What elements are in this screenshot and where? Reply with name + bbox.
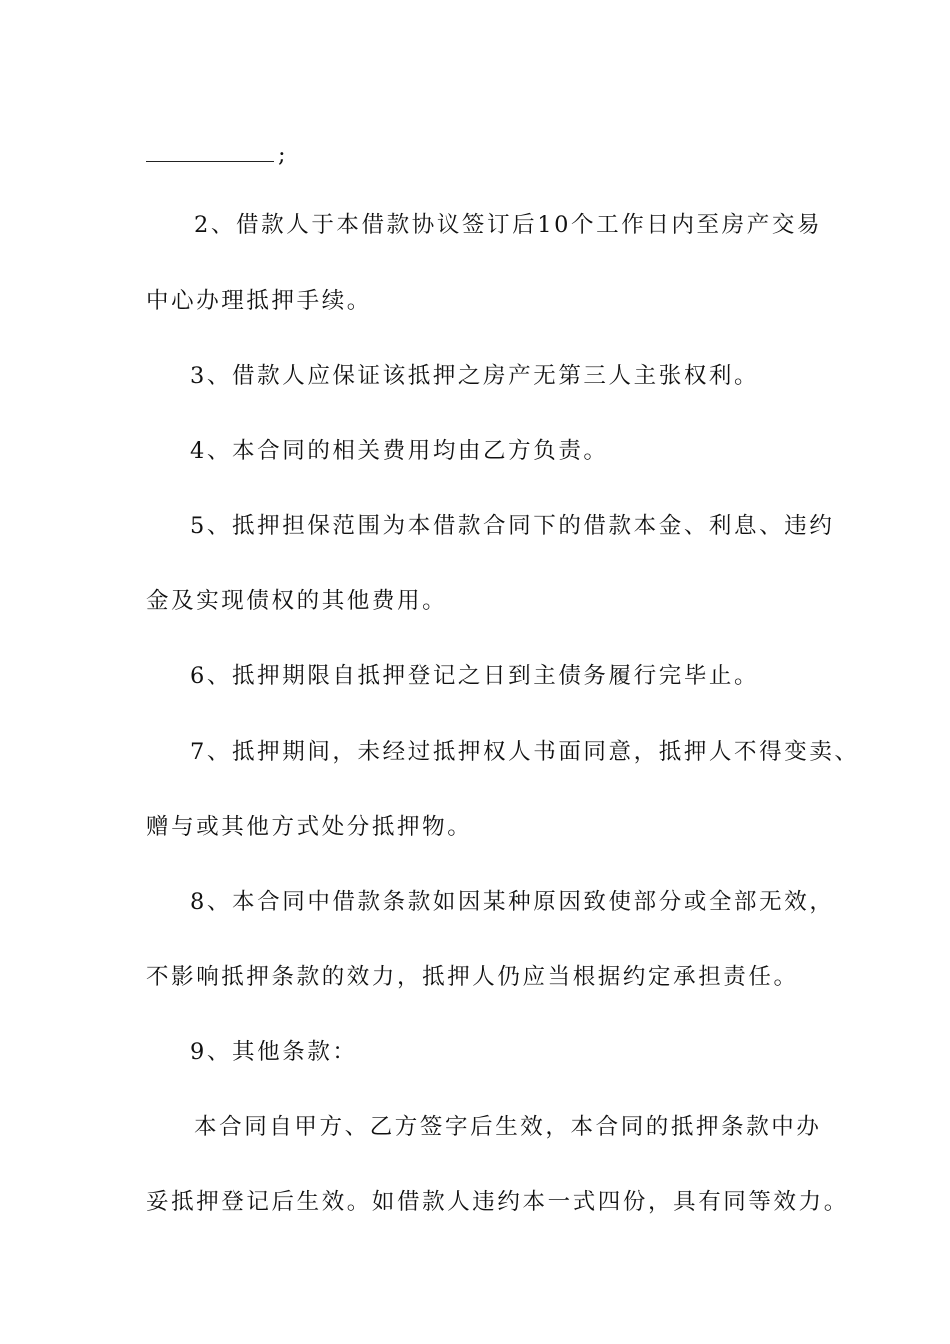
clause-6: 6、抵押期限自抵押登记之日到主债务履行完毕止。 — [190, 663, 760, 689]
closing-paragraph-line-1: 本合同自甲方、乙方签字后生效，本合同的抵押条款中办 — [194, 1114, 822, 1140]
clause-8-line-1: 8、本合同中借款条款如因某种原因致使部分或全部无效， — [190, 889, 835, 915]
clause-5-line-1: 5、抵押担保范围为本借款合同下的借款本金、利息、违约 — [190, 513, 835, 539]
clause-2-line-2: 中心办理抵押手续。 — [146, 288, 372, 314]
blank-suffix: ; — [278, 142, 286, 168]
fill-in-blank — [146, 140, 286, 170]
clause-4: 4、本合同的相关费用均由乙方负责。 — [190, 438, 609, 464]
closing-paragraph-line-2: 妥抵押登记后生效。如借款人违约本一式四份，具有同等效力。 — [146, 1189, 849, 1215]
clause-3: 3、借款人应保证该抵押之房产无第三人主张权利。 — [190, 363, 760, 389]
clause-2-line-1: 2、借款人于本借款协议签订后10个工作日内至房产交易 — [194, 212, 823, 238]
clause-7-line-2: 赠与或其他方式处分抵押物。 — [146, 814, 473, 840]
clause-9-heading: 9、其他条款： — [190, 1039, 358, 1065]
clause-5-line-2: 金及实现债权的其他费用。 — [146, 588, 448, 614]
blank-underline — [146, 161, 274, 162]
clause-8-line-2: 不影响抵押条款的效力，抵押人仍应当根据约定承担责任。 — [146, 964, 799, 990]
clause-7-line-1: 7、抵押期间，未经过抵押权人书面同意，抵押人不得变卖、 — [190, 739, 860, 765]
